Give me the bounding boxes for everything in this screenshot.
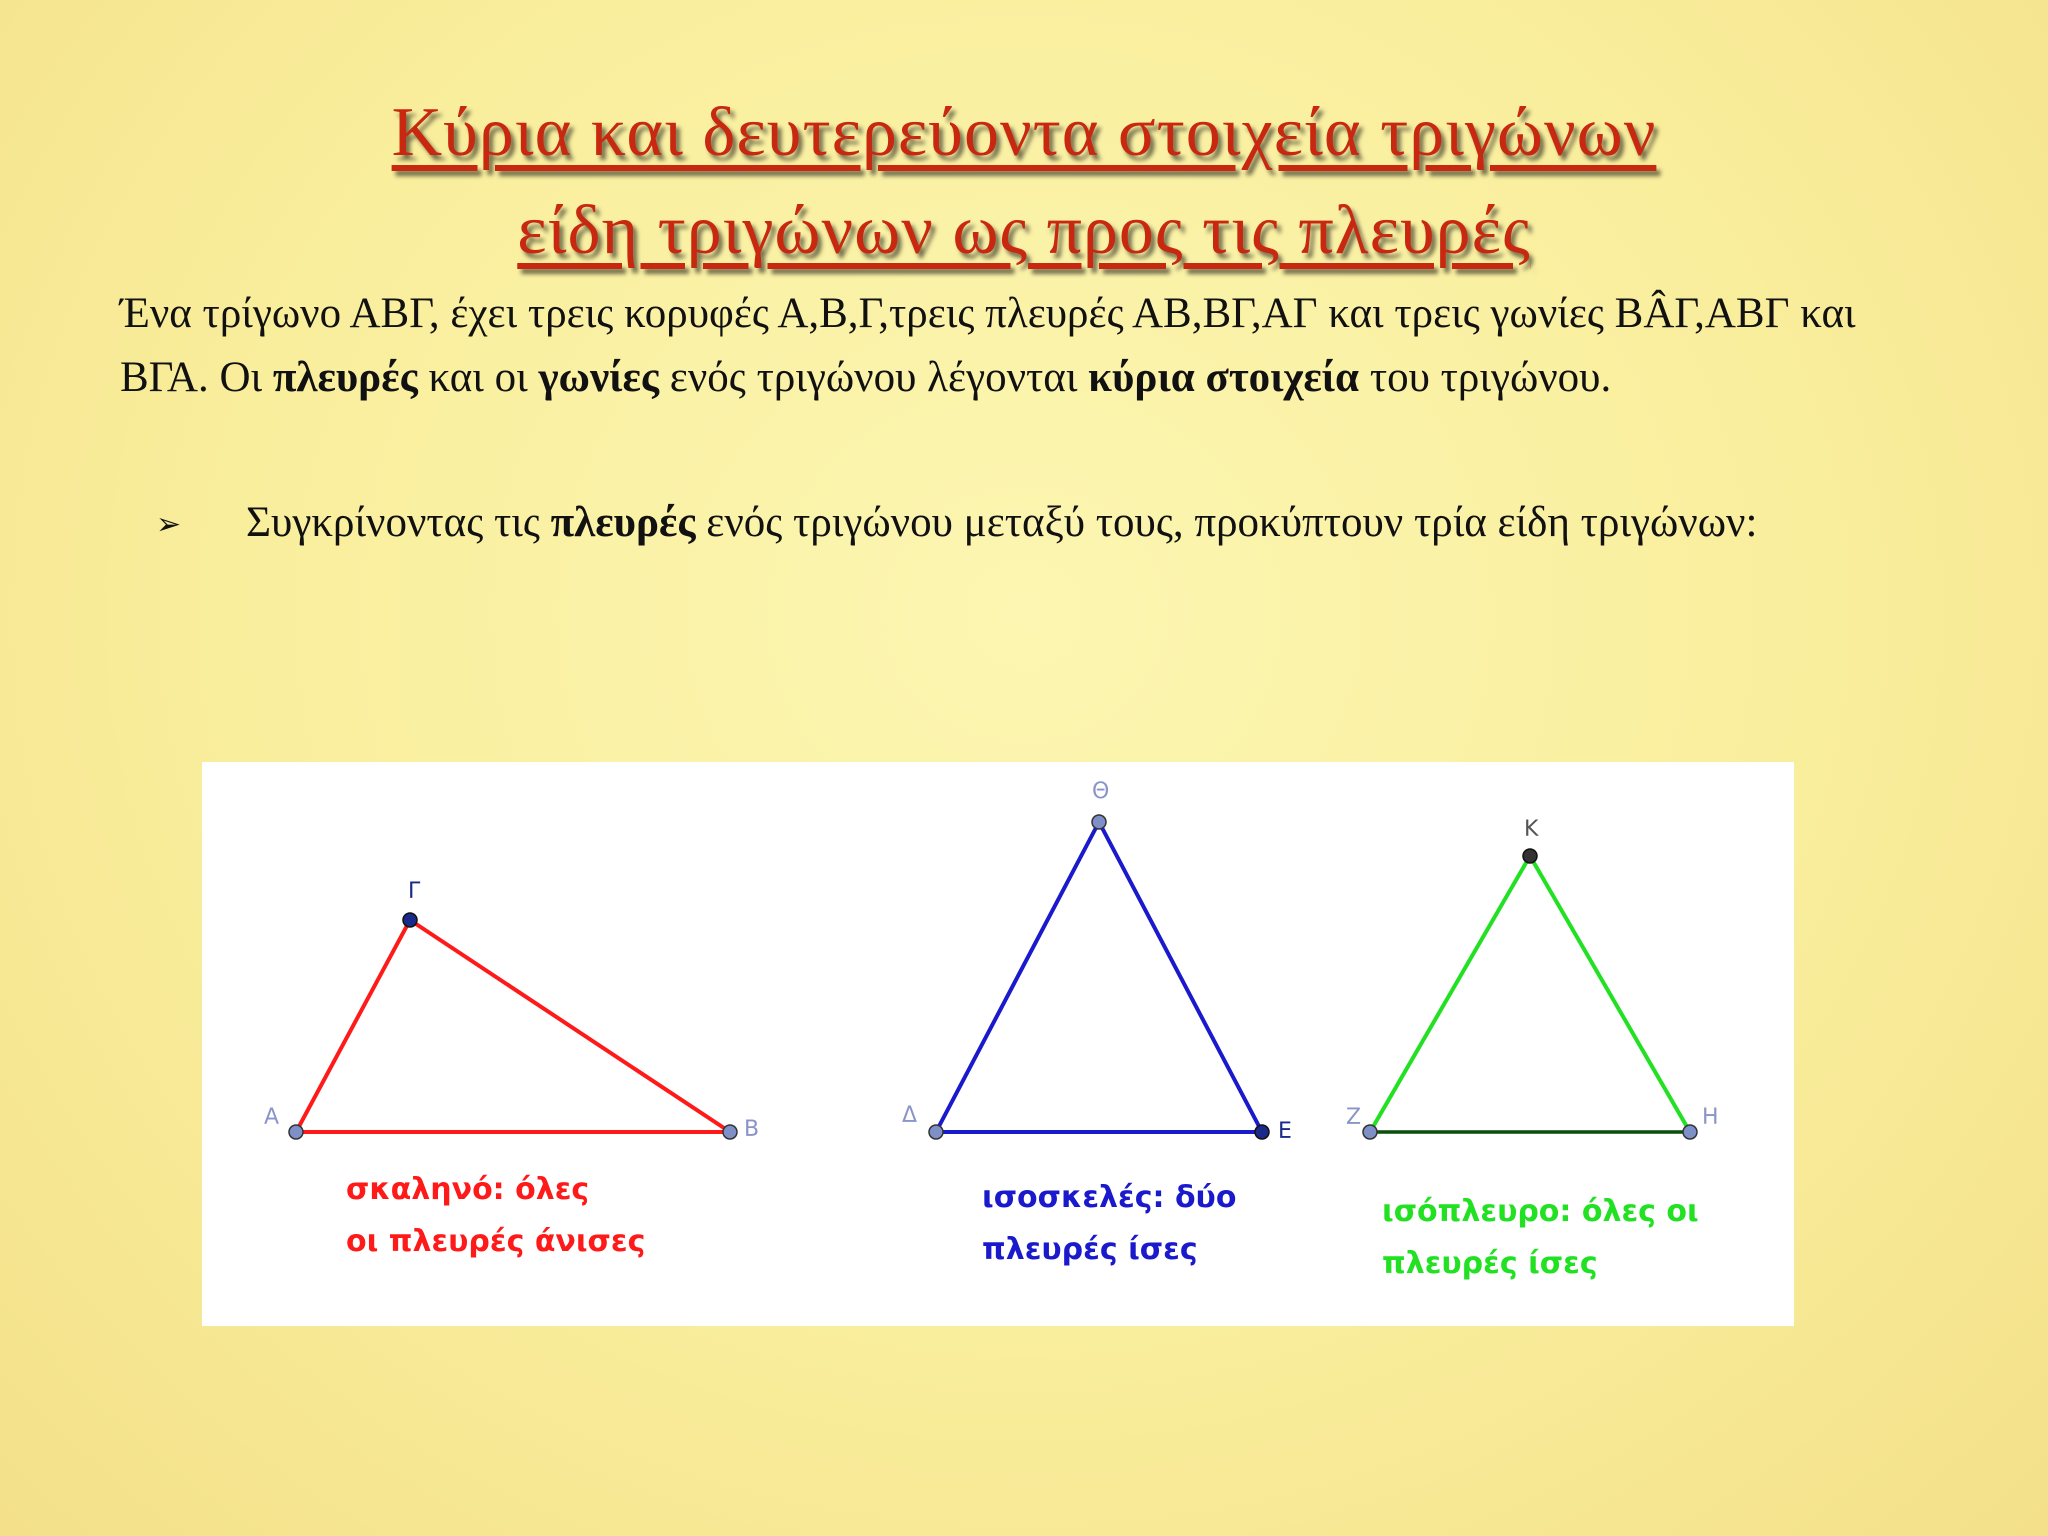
equilateral-caption-line-1: ισόπλευρο: όλες οι — [1382, 1194, 1699, 1229]
paragraph-bold-sides: πλευρές — [272, 354, 418, 401]
bullet-text-1: Συγκρίνοντας τις — [246, 499, 551, 546]
vertex-th-point — [1092, 815, 1106, 829]
vertex-d-label: Δ — [902, 1103, 918, 1128]
vertex-e-label: Ε — [1278, 1119, 1292, 1144]
paragraph-bold-main-elements: κύρια στοιχεία — [1088, 354, 1360, 401]
vertex-a-label: Α — [264, 1105, 280, 1130]
vertex-th-label: Θ — [1092, 779, 1110, 804]
vertex-a-point — [289, 1125, 303, 1139]
paragraph-text-3: ενός τριγώνου λέγονται — [659, 354, 1089, 401]
bullet-text — [246, 492, 1826, 554]
isosceles-triangle — [902, 779, 1292, 1144]
paragraph-text-4: του τριγώνου. — [1359, 354, 1612, 401]
vertex-z-point — [1363, 1125, 1377, 1139]
triangle-types-figure — [202, 762, 1794, 1326]
vertex-h-point — [1683, 1125, 1697, 1139]
intro-paragraph — [120, 282, 1920, 410]
vertex-d-point — [929, 1125, 943, 1139]
scalene-caption-line-1: σκαληνό: όλες — [346, 1172, 590, 1207]
paragraph-bold-angles: γωνίες — [538, 354, 660, 401]
isosceles-caption — [982, 1172, 1236, 1276]
isosceles-caption-line-2: πλευρές ίσες — [982, 1232, 1198, 1267]
scalene-caption — [346, 1164, 645, 1268]
vertex-k-label: Κ — [1524, 817, 1539, 842]
equilateral-caption — [1382, 1186, 1699, 1290]
equilateral-caption-line-2: πλευρές ίσες — [1382, 1246, 1598, 1281]
scalene-caption-line-2: οι πλευρές άνισες — [346, 1224, 646, 1259]
bullet-bold-sides: πλευρές — [550, 499, 696, 546]
vertex-g-label: Γ — [408, 879, 421, 904]
scalene-triangle-shape — [296, 920, 730, 1132]
vertex-e-point — [1255, 1125, 1269, 1139]
equilateral-triangle — [1346, 817, 1719, 1139]
bullet-arrow-icon: ➢ — [156, 508, 182, 541]
isosceles-triangle-shape — [936, 822, 1262, 1132]
slide-title — [0, 84, 2048, 280]
bullet-text-2: ενός τριγώνου μεταξύ τους, προκύπτουν τρία είδη τριγώνων: — [695, 499, 1758, 546]
title-line-1: Κύρια και δευτερεύοντα στοιχεία τριγώνων — [391, 94, 1657, 171]
isosceles-caption-line-1: ισοσκελές: δύο — [982, 1180, 1237, 1215]
paragraph-text-1: Ένα τρίγωνο ΑΒΓ, έχει τρεις κορυφές Α,Β,Γ,τρεις πλευρές ΑΒ,ΒΓ,ΑΓ και τρεις γωνίες ΒÂΓ,ΑΒΓ και ΒΓΑ. Οι — [120, 290, 1856, 401]
vertex-b-point — [723, 1125, 737, 1139]
vertex-z-label: Ζ — [1346, 1105, 1362, 1130]
vertex-k-point — [1523, 849, 1537, 863]
paragraph-text-2: και οι — [417, 354, 539, 401]
vertex-g-point — [403, 913, 417, 927]
vertex-h-label: Η — [1702, 1105, 1719, 1130]
equilateral-triangle-shape — [1370, 856, 1690, 1132]
scalene-triangle — [264, 879, 759, 1142]
vertex-b-label: Β — [744, 1117, 760, 1142]
title-line-2: είδη τριγώνων ως προς τις πλευρές — [517, 192, 1531, 269]
